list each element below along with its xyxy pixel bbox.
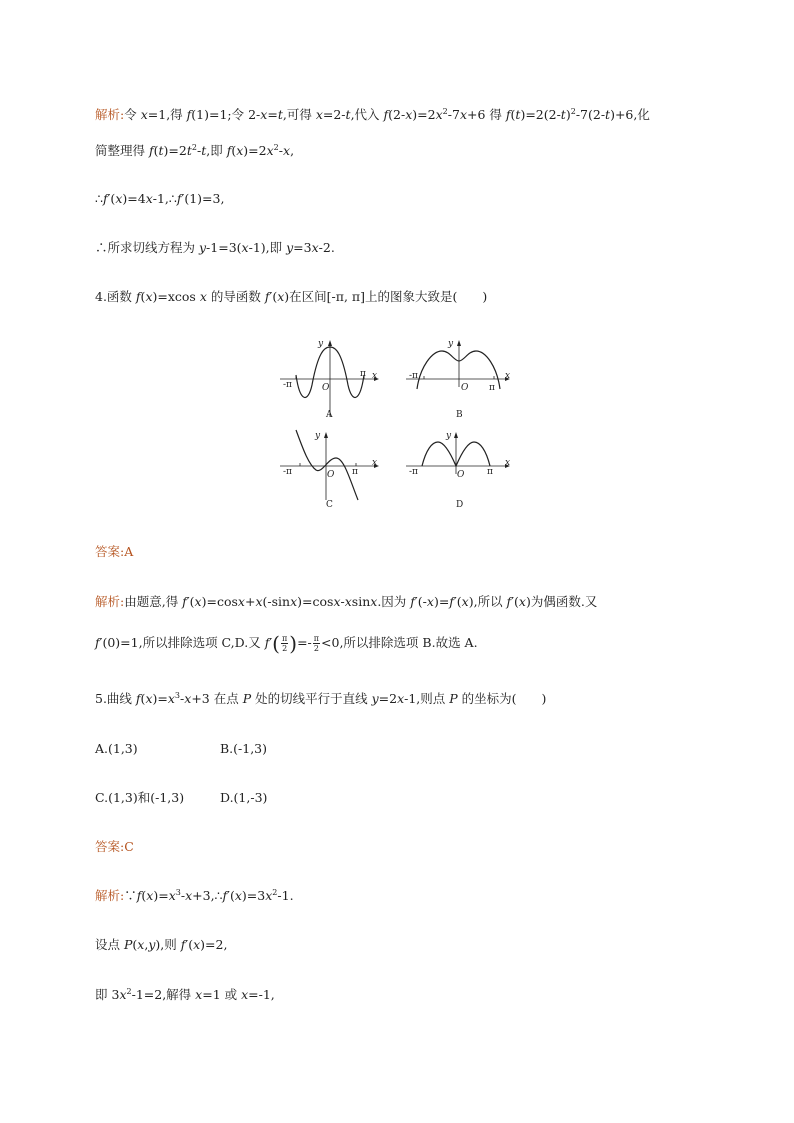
text: +6 得 (467, 107, 506, 122)
axis-label-y: y (315, 431, 321, 441)
axis-label-x: x (372, 458, 378, 468)
var: x (255, 594, 263, 609)
var: x (237, 594, 245, 609)
var: P (123, 937, 133, 952)
text: =2- (322, 107, 346, 122)
var: t (345, 107, 351, 122)
exponent: 2 (570, 107, 576, 116)
var: f (102, 191, 108, 206)
denominator: 2 (282, 644, 288, 653)
y-axis-arrow (457, 340, 461, 346)
text: +3 在点 (191, 691, 243, 706)
var: x (290, 594, 298, 609)
text: )=2(2- (520, 107, 561, 122)
graph-b (404, 337, 514, 425)
var: x (459, 107, 467, 122)
graph-label: B (456, 410, 463, 420)
text: )在区间[-π, π]上的图象大致是( ) (284, 289, 488, 304)
tick-label: π (360, 369, 366, 379)
p5-option-d: D.(1,-3) (220, 790, 268, 805)
p4-solution-line2 (95, 631, 478, 656)
text: ∵ (124, 888, 137, 903)
p5-option-c: C.(1,3)和(-1,3) (95, 790, 185, 805)
var: x (115, 191, 123, 206)
p5-solution-line3 (95, 986, 275, 1004)
var: f (176, 191, 182, 206)
var: f (506, 594, 512, 609)
axis-label-x: x (505, 458, 511, 468)
axis-label-y: y (448, 339, 454, 349)
text: sin (351, 594, 371, 609)
text: 5.曲线 (95, 691, 136, 706)
graph-d (404, 428, 514, 516)
origin-label: O (322, 383, 330, 393)
p5-answer: 答案:C (95, 839, 134, 854)
text: (-sin (262, 594, 291, 609)
exponent: 3 (174, 691, 181, 700)
exponent: 2 (272, 888, 278, 897)
p3-solution-line2 (95, 142, 294, 160)
tick-label: -π (409, 467, 418, 477)
text: ( (140, 289, 146, 304)
text: -1,∴ (152, 191, 177, 206)
var: x (234, 888, 242, 903)
text: ( (510, 107, 516, 122)
text: =3 (293, 240, 312, 255)
var: x (146, 888, 154, 903)
solution-label: 解析: (95, 594, 125, 609)
text: )=2 (163, 143, 187, 158)
var: x (266, 143, 274, 158)
text: )=3 (241, 888, 266, 903)
var: x (277, 289, 285, 304)
var: x (168, 888, 176, 903)
var: x (140, 107, 148, 122)
fraction (281, 634, 288, 653)
axis-label-y: y (318, 339, 324, 349)
text: ),则 (155, 937, 181, 952)
exponent: 2 (442, 107, 448, 116)
p4-answer: 答案:A (95, 544, 134, 559)
text: - (180, 691, 185, 706)
var: f (222, 888, 228, 903)
tick-label: -π (283, 467, 292, 477)
text: ′( (511, 594, 519, 609)
graph-label: D (456, 500, 464, 510)
var: f (135, 691, 141, 706)
text: =1 或 (202, 987, 242, 1002)
var: x (518, 594, 526, 609)
text: -1. (277, 888, 294, 903)
var: x (370, 594, 378, 609)
tick-label: -π (283, 380, 292, 390)
var: f (180, 937, 186, 952)
var: f (449, 594, 454, 609)
text: ,代入 (350, 107, 384, 122)
text: .因为 (377, 594, 411, 609)
text: ′( (186, 594, 195, 609)
text: -2. (318, 240, 335, 255)
text: ( (153, 143, 159, 158)
text: 令 (124, 107, 141, 122)
p4-stem (95, 288, 487, 306)
var: f (383, 107, 389, 122)
text: ′(1)=3, (181, 191, 225, 206)
text: 4.函数 (95, 289, 136, 304)
text: ′(- (414, 594, 427, 609)
text: 的导函数 (206, 289, 265, 304)
var: x (194, 594, 202, 609)
y-axis-arrow (454, 432, 458, 438)
text: ′( (185, 937, 194, 952)
p5-stem (95, 690, 546, 708)
var: x (333, 594, 341, 609)
var: x (185, 888, 193, 903)
text: ′( (269, 289, 278, 304)
curve (296, 430, 358, 500)
text: ( (231, 143, 237, 158)
text: -1,则点 (404, 691, 450, 706)
text: ∴所求切线方程为 (95, 240, 199, 255)
text: )=4 (122, 191, 146, 206)
graph-label: A (326, 410, 333, 420)
text: ′ (269, 635, 273, 650)
var: x (184, 691, 192, 706)
text: 处的切线平行于直线 (251, 691, 372, 706)
text: (1)=1;令 2- (191, 107, 261, 122)
text: 即 3 (95, 987, 120, 1002)
p5-option-b: B.(-1,3) (220, 741, 268, 756)
var: x (236, 143, 244, 158)
numerator: π (313, 634, 320, 643)
var: x (145, 289, 153, 304)
text: )=2, (200, 937, 228, 952)
text: + (244, 594, 256, 609)
text: ∴ (95, 191, 103, 206)
origin-label: O (327, 470, 335, 480)
var: f (186, 107, 192, 122)
var: x (193, 937, 201, 952)
var: x (283, 143, 291, 158)
text: ,可得 (282, 107, 316, 122)
text: )+6,化 (610, 107, 650, 122)
text: =-1, (248, 987, 275, 1002)
var: x (405, 107, 413, 122)
text: )= (153, 888, 169, 903)
var: t (560, 107, 566, 122)
text: -1),即 (248, 240, 287, 255)
text: - (340, 594, 345, 609)
var: f (148, 143, 154, 158)
text: -7(2- (575, 107, 606, 122)
var: y (286, 240, 294, 255)
text: ),所以 (468, 594, 507, 609)
var: t (277, 107, 283, 122)
var: f (135, 289, 141, 304)
text: , (290, 143, 295, 158)
text: ( (141, 888, 147, 903)
text: ( (140, 691, 146, 706)
var: x (137, 937, 145, 952)
p5-solution-line1 (95, 887, 294, 905)
var: x (426, 594, 434, 609)
solution-label: 解析: (95, 888, 125, 903)
p5-option-a: A.(1,3) (95, 741, 138, 756)
graph-label: C (326, 500, 333, 510)
p5-solution-line2 (95, 936, 227, 954)
text: ( (132, 937, 138, 952)
text: )= (433, 594, 450, 609)
axis-label-x: x (372, 371, 378, 381)
var: P (449, 691, 458, 706)
text: ′( (107, 191, 116, 206)
text: (2- (388, 107, 406, 122)
var: y (371, 691, 379, 706)
var: f (95, 635, 100, 650)
var: t (605, 107, 611, 122)
text: +3,∴ (192, 888, 223, 903)
text: )=cos (201, 594, 238, 609)
text: 由题意,得 (124, 594, 183, 609)
text: )= (152, 691, 168, 706)
denominator: 2 (313, 644, 319, 653)
p3-solution-line1 (95, 106, 650, 124)
text: - (180, 888, 186, 903)
var: x (461, 594, 469, 609)
origin-label: O (461, 383, 469, 393)
curve (417, 351, 500, 389)
var: x (195, 987, 203, 1002)
var: P (242, 691, 252, 706)
var: y (198, 240, 207, 255)
text: ′( (453, 594, 462, 609)
exponent: 2 (273, 143, 279, 152)
tick-label: -π (409, 371, 418, 381)
exponent: 2 (126, 987, 132, 996)
text: )为偶函数.又 (525, 594, 598, 609)
var: x (344, 594, 352, 609)
var: t (158, 143, 164, 158)
var: x (145, 691, 153, 706)
text: 的坐标为( ) (457, 691, 547, 706)
text: ) (565, 107, 571, 122)
var: x (241, 987, 249, 1002)
var: x (241, 240, 249, 255)
text: )=2 (412, 107, 436, 122)
big-paren: ( (272, 631, 280, 656)
var: x (435, 107, 443, 122)
var: x (199, 289, 207, 304)
var: f (410, 594, 415, 609)
origin-label: O (457, 470, 465, 480)
var: f (226, 143, 232, 158)
var: t (186, 143, 192, 158)
text: 简整理得 (95, 143, 149, 158)
graph-c (278, 428, 383, 516)
exponent: 3 (175, 888, 181, 897)
big-paren: ) (289, 631, 298, 656)
var: x (265, 888, 273, 903)
text: =- (297, 635, 312, 650)
var: x (145, 191, 153, 206)
text: =2 (378, 691, 398, 706)
text: )=xcos (152, 289, 200, 304)
var: f (264, 635, 270, 650)
y-axis-arrow (324, 432, 328, 438)
text: ,即 (206, 143, 227, 158)
var: x (167, 691, 175, 706)
text: , (144, 937, 149, 952)
var: t (515, 107, 521, 122)
text: 设点 (95, 937, 124, 952)
fraction (313, 634, 320, 653)
graph-a (278, 337, 383, 425)
axis-label-y: y (446, 431, 452, 441)
text: ′( (227, 888, 235, 903)
text: =1,得 (147, 107, 187, 122)
var: f (264, 289, 270, 304)
numerator: π (281, 634, 288, 643)
text: = (267, 107, 278, 122)
tick-label: π (489, 383, 495, 393)
var: x (397, 691, 405, 706)
text: <0,所以排除选项 B.故选 A. (321, 635, 478, 650)
var: x (315, 107, 323, 122)
text: )=2 (243, 143, 267, 158)
var: f (505, 107, 511, 122)
tick-label: π (487, 467, 493, 477)
var: f (182, 594, 187, 609)
p4-solution-line1 (95, 593, 597, 611)
var: f (136, 888, 142, 903)
y-axis-arrow (328, 340, 332, 346)
text: -1=2,解得 (131, 987, 196, 1002)
text: -7 (447, 107, 460, 122)
var: y (148, 937, 156, 952)
axis-label-x: x (505, 371, 511, 381)
text: -1=3( (206, 240, 242, 255)
p3-solution-line3 (95, 190, 224, 208)
var: x (260, 107, 268, 122)
solution-label: 解析: (95, 107, 125, 122)
var: x (119, 987, 127, 1002)
text: - (196, 143, 202, 158)
exponent: 2 (191, 143, 197, 152)
text: ′(0)=1,所以排除选项 C,D.又 (99, 635, 265, 650)
text: - (278, 143, 283, 158)
text: )=cos (297, 594, 334, 609)
var: t (201, 143, 207, 158)
tick-label: π (352, 467, 358, 477)
var: x (311, 240, 319, 255)
p3-solution-line4 (95, 239, 335, 257)
